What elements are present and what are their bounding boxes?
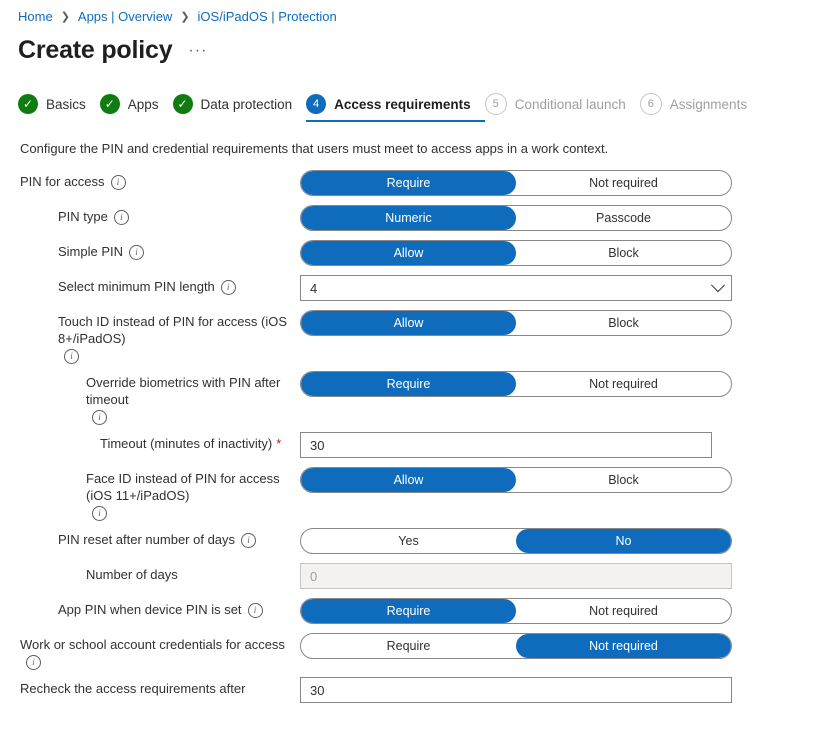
override-biometrics-label: Override biometrics with PIN after timeout [86,375,281,407]
field-label [0,240,300,260]
pin-type-control [300,205,732,231]
option-block[interactable]: Block [608,246,639,260]
field-face-id [0,467,813,519]
field-label [0,170,300,190]
page-header [0,26,813,65]
field-label [0,677,300,697]
override-biometrics-control [300,371,732,397]
field-simple-pin [0,240,813,266]
option-not-required[interactable]: Not required [589,377,658,391]
pin-type-toggle[interactable] [300,205,732,231]
field-number-of-days [0,563,813,589]
simple-pin-control [300,240,732,266]
field-pin-type [0,205,813,231]
field-label [0,371,300,423]
simple-pin-toggle[interactable] [300,240,732,266]
min-pin-length-label: Select minimum PIN length [58,279,215,294]
work-school-creds-toggle[interactable] [300,633,732,659]
breadcrumb-separator-icon: ❯ [180,10,190,23]
option-require[interactable]: Require [301,171,516,195]
info-icon[interactable]: i [26,655,41,670]
option-require[interactable]: Require [301,372,516,396]
wizard-steps [0,65,813,123]
pin-reset-days-toggle[interactable] [300,528,732,554]
step-number-badge: 6 [640,93,662,115]
step-number-badge: 4 [306,94,326,114]
option-require[interactable]: Require [386,639,431,653]
app-pin-device-pin-label: App PIN when device PIN is set [58,602,242,617]
info-icon[interactable]: i [64,349,79,364]
pin-type-label: PIN type [58,209,108,224]
min-pin-length-value: 4 [310,280,318,296]
face-id-control [300,467,732,493]
touch-id-label: Touch ID instead of PIN for access (iOS 8+/iPadOS) [58,314,288,346]
page-title: Create policy [18,36,173,64]
min-pin-length-select[interactable] [300,275,732,301]
tab-access-requirements[interactable] [306,94,485,122]
option-allow[interactable]: Allow [301,468,516,492]
info-icon[interactable]: i [92,506,107,521]
pin-for-access-toggle[interactable] [300,170,732,196]
tab-data-protection[interactable] [173,94,307,122]
option-not-required[interactable]: Not required [589,604,658,618]
field-label [0,275,300,295]
field-timeout [0,432,813,458]
work-school-creds-label: Work or school account credentials for access [20,637,285,652]
breadcrumb-item-ios-ipados-protection[interactable]: iOS/iPadOS | Protection [197,8,337,24]
required-indicator: * [276,436,282,451]
field-touch-id [0,310,813,362]
recheck-access-label: Recheck the access requirements after [20,681,246,696]
option-not-required[interactable]: Not required [589,176,658,190]
more-options-button[interactable]: ··· [188,42,208,59]
number-of-days-input[interactable]: 0 [300,563,732,589]
field-label [0,633,300,668]
number-of-days-label: Number of days [86,567,178,582]
info-icon[interactable]: i [92,410,107,425]
field-label [0,310,300,362]
field-label [0,528,300,548]
face-id-label: Face ID instead of PIN for access (iOS 11+/iPadOS) [86,471,280,503]
pin-reset-days-label: PIN reset after number of days [58,532,236,547]
info-icon[interactable]: i [111,175,126,190]
timeout-input[interactable]: 30 [300,432,712,458]
field-app-pin-device-pin [0,598,813,624]
option-yes[interactable]: Yes [398,534,419,548]
breadcrumb-separator-icon: ❯ [60,10,70,23]
step-complete-icon: ✓ [173,94,193,114]
touch-id-control [300,310,732,336]
app-pin-device-pin-control [300,598,732,624]
field-work-school-creds [0,633,813,668]
option-not-required[interactable]: Not required [516,634,731,658]
breadcrumb [0,0,813,26]
tab-apps-label: Apps [127,96,159,112]
tab-conditional-launch[interactable] [485,93,640,123]
step-number-badge: 5 [485,93,507,115]
option-allow[interactable]: Allow [301,311,516,335]
chevron-down-icon [711,278,725,292]
field-min-pin-length [0,275,813,301]
tab-conditional-launch-label: Conditional launch [514,96,626,112]
tab-basics[interactable] [18,94,100,122]
step-complete-icon: ✓ [100,94,120,114]
option-passcode[interactable]: Passcode [596,211,651,225]
simple-pin-label: Simple PIN [58,244,124,259]
recheck-access-control [300,677,732,703]
breadcrumb-item-home[interactable]: Home [18,8,53,24]
override-biometrics-toggle[interactable] [300,371,732,397]
pin-for-access-label: PIN for access [20,174,105,189]
tab-access-requirements-label: Access requirements [334,96,471,112]
access-requirements-form [0,156,813,703]
tab-assignments-label: Assignments [669,96,748,112]
app-pin-device-pin-toggle[interactable] [300,598,732,624]
field-pin-for-access [0,170,813,196]
field-label [0,598,300,618]
min-pin-length-control [300,275,732,301]
tab-data-protection-label: Data protection [200,96,293,112]
breadcrumb-item-apps-overview[interactable]: Apps | Overview [77,8,173,24]
field-override-biometrics [0,371,813,423]
option-require[interactable]: Require [301,599,516,623]
info-icon[interactable]: i [241,533,256,548]
pin-reset-days-control [300,528,732,554]
pin-for-access-control [300,170,732,196]
recheck-access-input[interactable]: 30 [300,677,732,703]
work-school-creds-control [300,633,732,659]
option-block[interactable]: Block [608,316,639,330]
step-complete-icon: ✓ [18,94,38,114]
tab-basics-label: Basics [46,96,86,112]
field-label [0,205,300,225]
option-no[interactable]: No [516,529,731,553]
field-label [0,563,300,583]
option-allow[interactable]: Allow [301,241,516,265]
info-icon[interactable]: i [248,603,263,618]
face-id-toggle[interactable] [300,467,732,493]
field-recheck-access [0,677,813,703]
field-pin-reset-days [0,528,813,554]
info-icon[interactable]: i [114,210,129,225]
tab-assignments[interactable] [640,93,761,123]
touch-id-toggle[interactable] [300,310,732,336]
number-of-days-control [300,563,732,589]
tab-apps[interactable] [100,94,173,122]
info-icon[interactable]: i [221,280,236,295]
timeout-label: Timeout (minutes of inactivity) [100,436,273,451]
page-description: Configure the PIN and credential requirements that users must meet to access apps in a work context. [20,141,609,156]
info-icon[interactable]: i [129,245,144,260]
option-numeric[interactable]: Numeric [301,206,516,230]
field-label [0,467,300,519]
timeout-control [300,432,732,458]
field-label [0,432,300,452]
option-block[interactable]: Block [608,473,639,487]
